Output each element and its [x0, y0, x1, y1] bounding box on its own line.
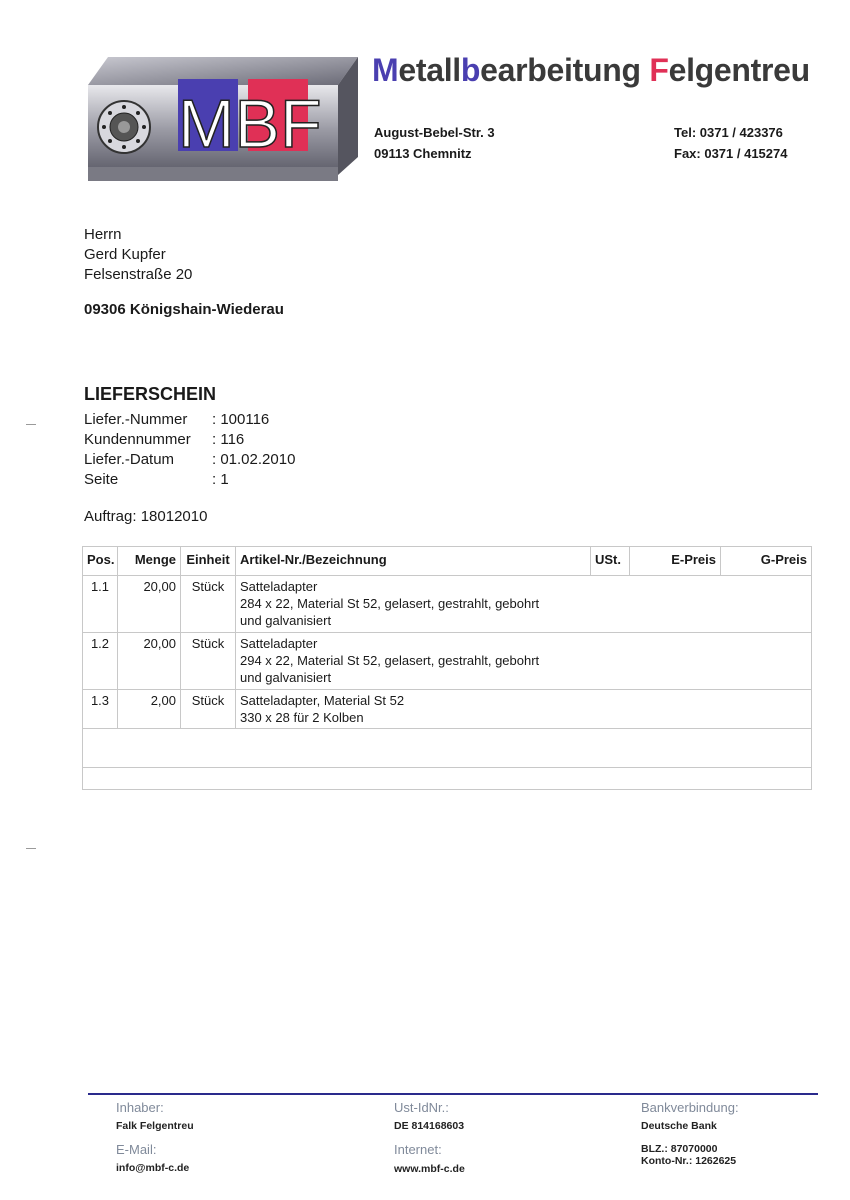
cell-ust — [591, 633, 630, 690]
footer-bank-label: Bankverbindung: — [641, 1100, 739, 1115]
order-number: Auftrag: 18012010 — [84, 508, 208, 525]
recipient-street: Felsenstraße 20 — [84, 266, 193, 283]
header-gpreis: G-Preis — [721, 547, 812, 576]
header-epreis: E-Preis — [630, 547, 721, 576]
cell-einheit: Stück — [181, 576, 236, 633]
header-ust: USt. — [591, 547, 630, 576]
company-name-part: F — [649, 52, 669, 88]
fold-mark — [26, 848, 36, 849]
table-header-row — [83, 547, 812, 576]
footer-owner-value: Falk Felgentreu — [116, 1120, 194, 1132]
cell-pos: 1.2 — [83, 633, 118, 690]
info-value: : 116 — [212, 431, 245, 448]
cell-epreis — [630, 576, 721, 633]
table-row — [83, 576, 812, 633]
footer-owner-label: Inhaber: — [116, 1100, 164, 1115]
footer-email-label: E-Mail: — [116, 1142, 157, 1157]
description-line: 330 x 28 für 2 Kolben — [240, 710, 364, 725]
cell-einheit: Stück — [181, 690, 236, 729]
description-line: 294 x 22, Material St 52, gelasert, gestrahlt, gebohrt — [240, 653, 540, 668]
header-pos: Pos. — [83, 547, 118, 576]
table-empty-row — [83, 729, 812, 768]
footer-blz: BLZ.: 87070000 — [641, 1143, 718, 1155]
company-tel: Tel: 0371 / 423376 — [674, 125, 783, 140]
header-artikel: Artikel-Nr./Bezeichnung — [236, 547, 591, 576]
description-line: und galvanisiert — [240, 670, 332, 685]
company-name-part: earbeitung — [480, 52, 650, 88]
cell-menge: 20,00 — [118, 576, 181, 633]
cell-menge: 2,00 — [118, 690, 181, 729]
footer-divider — [88, 1093, 818, 1095]
table-empty-row — [83, 768, 812, 790]
info-value: : 01.02.2010 — [212, 451, 296, 468]
cell-menge: 20,00 — [118, 633, 181, 690]
cell-pos: 1.1 — [83, 576, 118, 633]
company-city: 09113 Chemnitz — [374, 146, 472, 161]
footer-email-value: info@mbf-c.de — [116, 1162, 190, 1174]
recipient-name: Gerd Kupfer — [84, 246, 166, 263]
description-line: Satteladapter — [240, 579, 318, 594]
description-line: 284 x 22, Material St 52, gelasert, gestrahlt, gebohrt — [240, 596, 540, 611]
document-title: LIEFERSCHEIN — [84, 384, 217, 404]
description-line: und galvanisiert — [240, 613, 332, 628]
fold-mark — [26, 424, 36, 425]
info-label: Kundennummer — [84, 431, 191, 448]
logo-lettering: MBF — [178, 86, 322, 162]
cell-pos: 1.3 — [83, 690, 118, 729]
cell-gpreis — [721, 633, 812, 690]
table-row — [83, 690, 812, 729]
company-name-part: M — [372, 52, 399, 88]
cell-epreis — [630, 633, 721, 690]
cell-ust — [591, 576, 630, 633]
cell-ust — [591, 690, 630, 729]
company-name-part: etall — [398, 52, 461, 88]
company-street: August-Bebel-Str. 3 — [374, 125, 495, 140]
info-label: Liefer.-Datum — [84, 451, 175, 468]
cell-description — [236, 633, 591, 690]
cell-description — [236, 576, 591, 633]
footer-vat-label: Ust-IdNr.: — [394, 1100, 449, 1115]
recipient-salutation: Herrn — [84, 226, 122, 243]
items-table — [82, 546, 812, 790]
cell-description — [236, 690, 591, 729]
cell-gpreis — [721, 690, 812, 729]
cell-einheit: Stück — [181, 633, 236, 690]
company-logo — [88, 57, 358, 187]
header-menge: Menge — [118, 547, 181, 576]
info-label: Seite — [84, 471, 119, 488]
company-name-part: b — [460, 52, 481, 88]
cell-epreis — [630, 690, 721, 729]
description-line: Satteladapter — [240, 636, 318, 651]
company-fax: Fax: 0371 / 415274 — [674, 146, 788, 161]
footer-bank-name: Deutsche Bank — [641, 1120, 717, 1132]
empty-cell — [83, 729, 812, 768]
empty-cell — [83, 768, 812, 790]
table-row — [83, 633, 812, 690]
info-label: Liefer.-Nummer — [84, 411, 188, 428]
footer-vat-value: DE 814168603 — [394, 1120, 465, 1132]
company-name-part: elgentreu — [668, 52, 810, 88]
info-value: : 1 — [212, 471, 229, 488]
description-line: Satteladapter, Material St 52 — [240, 693, 405, 708]
recipient-city: 09306 Königshain-Wiederau — [84, 301, 284, 318]
footer-web-value: www.mbf-c.de — [394, 1163, 465, 1175]
footer-web-label: Internet: — [394, 1142, 442, 1157]
info-value: : 100116 — [212, 411, 270, 428]
cell-gpreis — [721, 576, 812, 633]
footer-konto: Konto-Nr.: 1262625 — [641, 1155, 737, 1167]
header-einheit: Einheit — [181, 547, 236, 576]
company-name — [372, 52, 810, 89]
